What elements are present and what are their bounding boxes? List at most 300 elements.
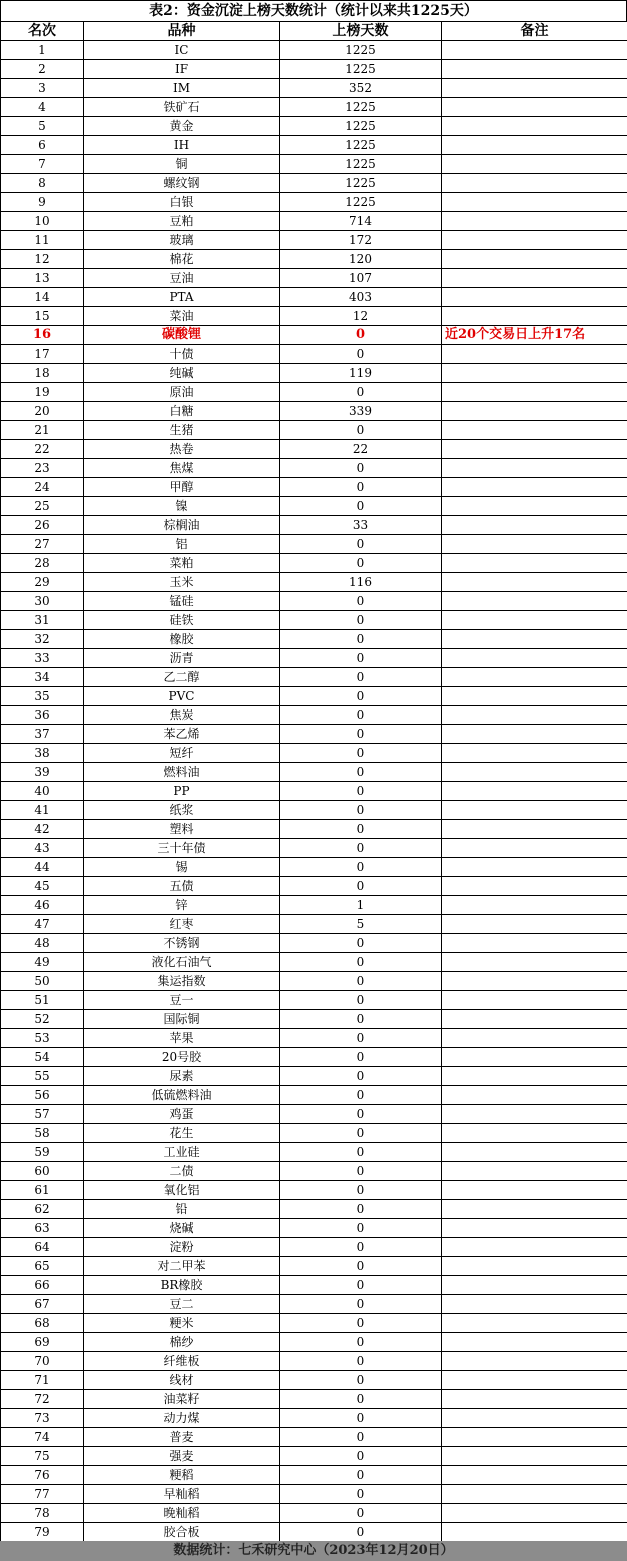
rank-cell: 52 — [1, 1010, 84, 1029]
table-row — [1, 953, 627, 972]
variety-cell: 动力煤 — [84, 1409, 280, 1428]
days-cell: 0 — [280, 991, 442, 1010]
variety-cell: PVC — [84, 687, 280, 706]
remark-cell — [442, 383, 627, 402]
variety-cell: 氧化铝 — [84, 1181, 280, 1200]
rank-cell: 63 — [1, 1219, 84, 1238]
rank-cell: 27 — [1, 535, 84, 554]
table-row — [1, 1162, 627, 1181]
rank-cell: 34 — [1, 668, 84, 687]
rank-cell: 49 — [1, 953, 84, 972]
days-cell: 0 — [280, 1371, 442, 1390]
variety-cell: 铅 — [84, 1200, 280, 1219]
table-row — [1, 478, 627, 497]
rank-cell: 9 — [1, 193, 84, 212]
table-row — [1, 41, 627, 60]
variety-cell: 棉花 — [84, 250, 280, 269]
table-row — [1, 60, 627, 79]
header-variety: 品种 — [84, 22, 280, 41]
days-cell: 1225 — [280, 136, 442, 155]
table-row — [1, 1504, 627, 1523]
variety-cell: IC — [84, 41, 280, 60]
days-cell: 0 — [280, 820, 442, 839]
rank-cell: 7 — [1, 155, 84, 174]
variety-cell: 集运指数 — [84, 972, 280, 991]
remark-cell — [442, 687, 627, 706]
table-row — [1, 1314, 627, 1333]
remark-cell — [442, 1238, 627, 1257]
remark-cell — [442, 592, 627, 611]
remark-cell — [442, 630, 627, 649]
rank-cell: 26 — [1, 516, 84, 535]
variety-cell: 黄金 — [84, 117, 280, 136]
rank-cell: 76 — [1, 1466, 84, 1485]
table-row — [1, 1105, 627, 1124]
days-cell: 0 — [280, 535, 442, 554]
variety-cell: 铁矿石 — [84, 98, 280, 117]
table-row — [1, 896, 627, 915]
remark-cell — [442, 41, 627, 60]
variety-cell: 菜粕 — [84, 554, 280, 573]
variety-cell: 橡胶 — [84, 630, 280, 649]
remark-cell — [442, 516, 627, 535]
table-row — [1, 193, 627, 212]
variety-cell: 焦煤 — [84, 459, 280, 478]
days-cell: 0 — [280, 1390, 442, 1409]
header-remark: 备注 — [442, 22, 627, 41]
days-cell: 0 — [280, 744, 442, 763]
days-cell: 1225 — [280, 98, 442, 117]
remark-cell — [442, 1333, 627, 1352]
remark-cell — [442, 1523, 627, 1542]
rank-cell: 12 — [1, 250, 84, 269]
variety-cell: 液化石油气 — [84, 953, 280, 972]
remark-cell — [442, 117, 627, 136]
variety-cell: 焦炭 — [84, 706, 280, 725]
days-cell: 12 — [280, 307, 442, 326]
table-row — [1, 497, 627, 516]
variety-cell: 三十年债 — [84, 839, 280, 858]
days-cell: 0 — [280, 1067, 442, 1086]
variety-cell: 粳稻 — [84, 1466, 280, 1485]
variety-cell: 短纤 — [84, 744, 280, 763]
remark-cell — [442, 1276, 627, 1295]
remark-cell — [442, 706, 627, 725]
rank-cell: 19 — [1, 383, 84, 402]
variety-cell: 纤维板 — [84, 1352, 280, 1371]
days-cell: 33 — [280, 516, 442, 535]
days-cell: 0 — [280, 1029, 442, 1048]
rank-cell: 36 — [1, 706, 84, 725]
variety-cell: 粳米 — [84, 1314, 280, 1333]
rank-cell: 41 — [1, 801, 84, 820]
table-row — [1, 972, 627, 991]
variety-cell: 20号胶 — [84, 1048, 280, 1067]
remark-cell — [442, 1086, 627, 1105]
days-cell: 714 — [280, 212, 442, 231]
remark-cell — [442, 345, 627, 364]
remark-cell — [442, 934, 627, 953]
days-cell: 0 — [280, 801, 442, 820]
variety-cell: BR橡胶 — [84, 1276, 280, 1295]
table-row — [1, 288, 627, 307]
rank-cell: 54 — [1, 1048, 84, 1067]
days-cell: 1225 — [280, 60, 442, 79]
days-cell: 0 — [280, 1314, 442, 1333]
table-row — [1, 345, 627, 364]
variety-cell: 沥青 — [84, 649, 280, 668]
remark-cell — [442, 440, 627, 459]
days-cell: 352 — [280, 79, 442, 98]
rank-cell: 8 — [1, 174, 84, 193]
rank-cell: 59 — [1, 1143, 84, 1162]
rank-cell: 68 — [1, 1314, 84, 1333]
days-cell: 0 — [280, 611, 442, 630]
table-row — [1, 706, 627, 725]
table-row — [1, 554, 627, 573]
table-row — [1, 440, 627, 459]
variety-cell: 花生 — [84, 1124, 280, 1143]
rank-cell: 62 — [1, 1200, 84, 1219]
remark-cell — [442, 535, 627, 554]
days-cell: 0 — [280, 1162, 442, 1181]
remark-cell — [442, 1219, 627, 1238]
days-cell: 0 — [280, 877, 442, 896]
rank-cell: 14 — [1, 288, 84, 307]
remark-cell — [442, 877, 627, 896]
remark-cell — [442, 98, 627, 117]
variety-cell: 豆二 — [84, 1295, 280, 1314]
days-cell: 0 — [280, 1181, 442, 1200]
table-row — [1, 364, 627, 383]
remark-cell — [442, 763, 627, 782]
table-row — [1, 1067, 627, 1086]
days-cell: 1225 — [280, 117, 442, 136]
table-row — [1, 1352, 627, 1371]
rank-cell: 72 — [1, 1390, 84, 1409]
header-rank: 名次 — [1, 22, 84, 41]
remark-cell — [442, 1428, 627, 1447]
remark-cell — [442, 60, 627, 79]
days-cell: 0 — [280, 858, 442, 877]
rank-cell: 51 — [1, 991, 84, 1010]
table-row — [1, 79, 627, 98]
table-row — [1, 1390, 627, 1409]
variety-cell: 生猪 — [84, 421, 280, 440]
remark-cell — [442, 820, 627, 839]
days-cell: 0 — [280, 1086, 442, 1105]
remark-cell — [442, 79, 627, 98]
table-row — [1, 744, 627, 763]
table-row — [1, 725, 627, 744]
days-cell: 0 — [280, 1466, 442, 1485]
rank-cell: 66 — [1, 1276, 84, 1295]
remark-cell — [442, 1048, 627, 1067]
table-row — [1, 535, 627, 554]
table-row — [1, 1124, 627, 1143]
days-cell: 0 — [280, 1447, 442, 1466]
rank-cell: 37 — [1, 725, 84, 744]
days-cell: 0 — [280, 1105, 442, 1124]
variety-cell: 鸡蛋 — [84, 1105, 280, 1124]
table-row — [1, 1276, 627, 1295]
table-row — [1, 611, 627, 630]
days-cell: 0 — [280, 1485, 442, 1504]
days-cell: 0 — [280, 1295, 442, 1314]
table-row — [1, 1086, 627, 1105]
rank-cell: 65 — [1, 1257, 84, 1276]
variety-cell: 线材 — [84, 1371, 280, 1390]
rank-cell: 3 — [1, 79, 84, 98]
table-row — [1, 1143, 627, 1162]
days-cell: 1 — [280, 896, 442, 915]
days-cell: 1225 — [280, 41, 442, 60]
remark-cell — [442, 1162, 627, 1181]
days-cell: 0 — [280, 630, 442, 649]
remark-cell — [442, 554, 627, 573]
days-cell: 0 — [280, 972, 442, 991]
remark-cell — [442, 915, 627, 934]
rank-cell: 24 — [1, 478, 84, 497]
rank-cell: 42 — [1, 820, 84, 839]
days-cell: 0 — [280, 1200, 442, 1219]
days-cell: 0 — [280, 1238, 442, 1257]
remark-cell — [442, 307, 627, 326]
variety-cell: 工业硅 — [84, 1143, 280, 1162]
days-cell: 1225 — [280, 193, 442, 212]
remark-cell — [442, 421, 627, 440]
rank-cell: 20 — [1, 402, 84, 421]
rank-cell: 40 — [1, 782, 84, 801]
variety-cell: 棕榈油 — [84, 516, 280, 535]
rank-cell: 75 — [1, 1447, 84, 1466]
remark-cell — [442, 174, 627, 193]
remark-cell — [442, 212, 627, 231]
rank-cell: 57 — [1, 1105, 84, 1124]
table-row — [1, 763, 627, 782]
days-cell: 0 — [280, 953, 442, 972]
remark-cell — [442, 1257, 627, 1276]
table-row — [1, 839, 627, 858]
variety-cell: 油菜籽 — [84, 1390, 280, 1409]
variety-cell: PP — [84, 782, 280, 801]
remark-cell — [442, 858, 627, 877]
table-row-highlighted — [1, 326, 627, 345]
table-row — [1, 383, 627, 402]
table-row — [1, 98, 627, 117]
header-days: 上榜天数 — [280, 22, 442, 41]
variety-cell: 豆粕 — [84, 212, 280, 231]
table-row — [1, 1010, 627, 1029]
days-cell: 0 — [280, 1523, 442, 1542]
variety-cell: 尿素 — [84, 1067, 280, 1086]
table-row — [1, 573, 627, 592]
days-cell: 0 — [280, 1143, 442, 1162]
variety-cell: 不锈钢 — [84, 934, 280, 953]
rank-cell: 46 — [1, 896, 84, 915]
rank-cell: 50 — [1, 972, 84, 991]
variety-cell: 纯碱 — [84, 364, 280, 383]
variety-cell: 原油 — [84, 383, 280, 402]
days-cell: 0 — [280, 497, 442, 516]
variety-cell: 碳酸锂 — [84, 326, 280, 345]
remark-cell — [442, 1447, 627, 1466]
source-footer: 数据统计：七禾研究中心（2023年12月20日） — [0, 1541, 627, 1561]
remark-cell — [442, 250, 627, 269]
table-row — [1, 1238, 627, 1257]
variety-cell: 苯乙烯 — [84, 725, 280, 744]
rank-cell: 29 — [1, 573, 84, 592]
remark-cell — [442, 573, 627, 592]
table-row — [1, 117, 627, 136]
variety-cell: 锰硅 — [84, 592, 280, 611]
variety-cell: 甲醇 — [84, 478, 280, 497]
variety-cell: 棉纱 — [84, 1333, 280, 1352]
table-row — [1, 915, 627, 934]
rank-cell: 22 — [1, 440, 84, 459]
rank-cell: 64 — [1, 1238, 84, 1257]
rank-cell: 35 — [1, 687, 84, 706]
remark-cell — [442, 402, 627, 421]
rank-cell: 45 — [1, 877, 84, 896]
rank-cell: 73 — [1, 1409, 84, 1428]
variety-cell: 白糖 — [84, 402, 280, 421]
variety-cell: 燃料油 — [84, 763, 280, 782]
table-row — [1, 1257, 627, 1276]
days-cell: 403 — [280, 288, 442, 307]
remark-cell — [442, 364, 627, 383]
remark-cell — [442, 1466, 627, 1485]
days-cell: 0 — [280, 649, 442, 668]
table-row — [1, 687, 627, 706]
table-row — [1, 516, 627, 535]
rank-cell: 43 — [1, 839, 84, 858]
days-cell: 107 — [280, 269, 442, 288]
remark-cell — [442, 1352, 627, 1371]
table-row — [1, 1523, 627, 1542]
remark-cell — [442, 611, 627, 630]
table-row — [1, 668, 627, 687]
rank-cell: 28 — [1, 554, 84, 573]
rank-cell: 15 — [1, 307, 84, 326]
days-cell: 0 — [280, 1409, 442, 1428]
table-row — [1, 649, 627, 668]
days-cell: 0 — [280, 1219, 442, 1238]
remark-cell — [442, 193, 627, 212]
table-row — [1, 136, 627, 155]
remark-cell — [442, 801, 627, 820]
days-cell: 1225 — [280, 155, 442, 174]
remark-cell — [442, 155, 627, 174]
remark-cell — [442, 1200, 627, 1219]
table-row — [1, 1485, 627, 1504]
rank-cell: 18 — [1, 364, 84, 383]
remark-cell — [442, 991, 627, 1010]
variety-cell: 十债 — [84, 345, 280, 364]
days-cell: 0 — [280, 478, 442, 497]
table-row — [1, 1371, 627, 1390]
days-cell: 172 — [280, 231, 442, 250]
days-cell: 0 — [280, 421, 442, 440]
table-row — [1, 307, 627, 326]
table-row — [1, 212, 627, 231]
variety-cell: 硅铁 — [84, 611, 280, 630]
variety-cell: 铜 — [84, 155, 280, 174]
table-row — [1, 1428, 627, 1447]
rank-cell: 58 — [1, 1124, 84, 1143]
rank-cell: 38 — [1, 744, 84, 763]
remark-cell — [442, 1124, 627, 1143]
days-cell: 0 — [280, 763, 442, 782]
rank-cell: 21 — [1, 421, 84, 440]
rank-cell: 71 — [1, 1371, 84, 1390]
rank-cell: 44 — [1, 858, 84, 877]
remark-cell — [442, 649, 627, 668]
days-cell: 0 — [280, 839, 442, 858]
table-row — [1, 1200, 627, 1219]
days-cell: 0 — [280, 1352, 442, 1371]
days-cell: 22 — [280, 440, 442, 459]
table-row — [1, 1447, 627, 1466]
variety-cell: 菜油 — [84, 307, 280, 326]
table-row — [1, 174, 627, 193]
days-cell: 5 — [280, 915, 442, 934]
rank-cell: 69 — [1, 1333, 84, 1352]
table-row — [1, 782, 627, 801]
table-row — [1, 1181, 627, 1200]
days-cell: 0 — [280, 934, 442, 953]
remark-cell — [442, 896, 627, 915]
remark-cell — [442, 1314, 627, 1333]
table-row — [1, 1409, 627, 1428]
days-cell: 0 — [280, 1504, 442, 1523]
rank-cell: 11 — [1, 231, 84, 250]
variety-cell: 玻璃 — [84, 231, 280, 250]
rank-cell: 56 — [1, 1086, 84, 1105]
days-cell: 0 — [280, 592, 442, 611]
remark-cell — [442, 269, 627, 288]
days-cell: 116 — [280, 573, 442, 592]
rank-cell: 32 — [1, 630, 84, 649]
variety-cell: 胶合板 — [84, 1523, 280, 1542]
days-cell: 0 — [280, 1428, 442, 1447]
days-cell: 0 — [280, 383, 442, 402]
remark-cell — [442, 1181, 627, 1200]
remark-cell — [442, 1371, 627, 1390]
table-row — [1, 421, 627, 440]
rank-cell: 31 — [1, 611, 84, 630]
variety-cell: 国际铜 — [84, 1010, 280, 1029]
rank-cell: 55 — [1, 1067, 84, 1086]
days-cell: 0 — [280, 345, 442, 364]
rank-cell: 70 — [1, 1352, 84, 1371]
table-row — [1, 1333, 627, 1352]
table-row — [1, 877, 627, 896]
remark-cell — [442, 1390, 627, 1409]
variety-cell: 豆一 — [84, 991, 280, 1010]
variety-cell: 螺纹钢 — [84, 174, 280, 193]
table-row — [1, 250, 627, 269]
rank-cell: 47 — [1, 915, 84, 934]
variety-cell: 早籼稻 — [84, 1485, 280, 1504]
days-cell: 0 — [280, 1124, 442, 1143]
variety-cell: 豆油 — [84, 269, 280, 288]
table-row — [1, 1029, 627, 1048]
remark-cell — [442, 1409, 627, 1428]
table-row — [1, 1466, 627, 1485]
remark-cell — [442, 497, 627, 516]
days-cell: 0 — [280, 1257, 442, 1276]
